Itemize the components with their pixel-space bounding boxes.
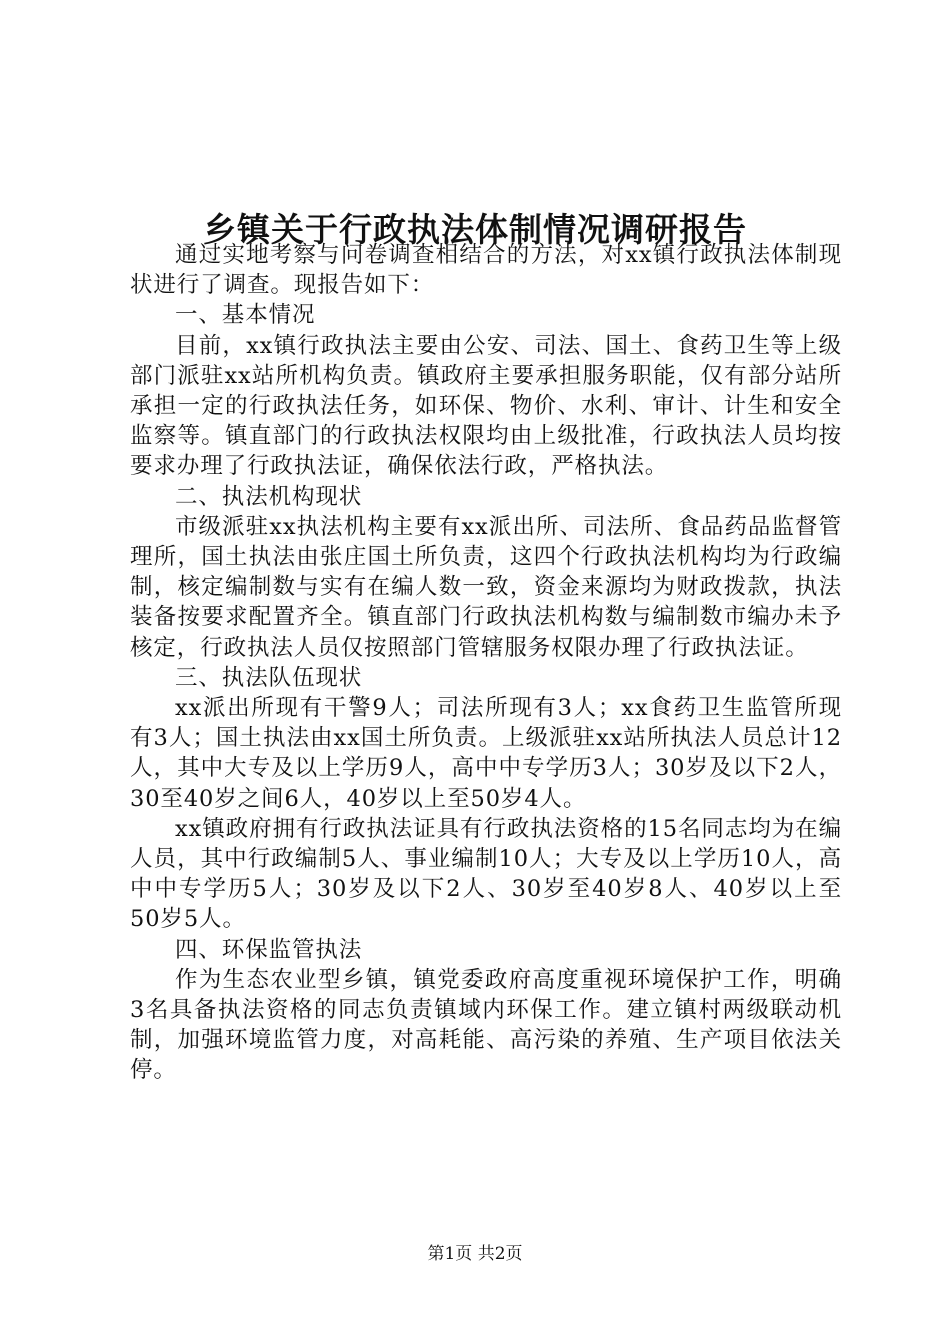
- document-title: 乡镇关于行政执法体制情况调研报告: [203, 210, 747, 250]
- document-body: [130, 240, 842, 1086]
- intro-paragraph: 通过实地考察与问卷调查相结合的方法，对xx镇行政执法体制现状进行了调查。现报告如下：: [130, 242, 842, 299]
- paragraph-agencies: 市级派驻xx执法机构主要有xx派出所、司法所、食品药品监督管理所，国土执法由张庄国土所负责，这四个行政执法机构均为行政编制，核定编制数与实有在编人数一致，资金来源均为财政拨款，执法装备按要求配置齐全。镇直部门行政执法机构数与编制数市编办未予核定，行政执法人员仅按照部门管辖服务权限办理了行政执法证。: [130, 513, 842, 661]
- section-heading-staff: 三、执法队伍现状: [175, 664, 363, 691]
- paragraph-staff-township: xx镇政府拥有行政执法证具有行政执法资格的15名同志均为在编人员，其中行政编制5人、事业编制10人；大专及以上学历10人，高中中专学历5人；30岁及以下2人、30岁至40岁8人、40岁以上至50岁5人。: [130, 815, 842, 933]
- section-heading-agencies: 二、执法机构现状: [175, 483, 363, 510]
- page-number-footer: 第1页 共2页: [427, 1244, 523, 1264]
- section-heading-environment: 四、环保监管执法: [175, 936, 363, 963]
- paragraph-environment: 作为生态农业型乡镇，镇党委政府高度重视环境保护工作，明确3名具备执法资格的同志负责镇域内环保工作。建立镇村两级联动机制，加强环境监管力度，对高耗能、高污染的养殖、生产项目依法关停。: [130, 966, 842, 1084]
- paragraph-staff-stationed: xx派出所现有干警9人；司法所现有3人；xx食药卫生监管所现有3人；国土执法由xx国土所负责。上级派驻xx站所执法人员总计12人，其中大专及以上学历9人，高中中专学历3人；30岁及以下2人，30至40岁之间6人，40岁以上至50岁4人。: [130, 695, 842, 812]
- section-heading-basic: 一、基本情况: [175, 302, 316, 329]
- paragraph-basic: 目前，xx镇行政执法主要由公安、司法、国土、食药卫生等上级部门派驻xx站所机构负责。镇政府主要承担服务职能，仅有部分站所承担一定的行政执法任务，如环保、物价、水利、审计、计生和安全监察等。镇直部门的行政执法权限均由上级批准，行政执法人员均按要求办理了行政执法证，确保依法行政，严格执法。: [130, 332, 842, 480]
